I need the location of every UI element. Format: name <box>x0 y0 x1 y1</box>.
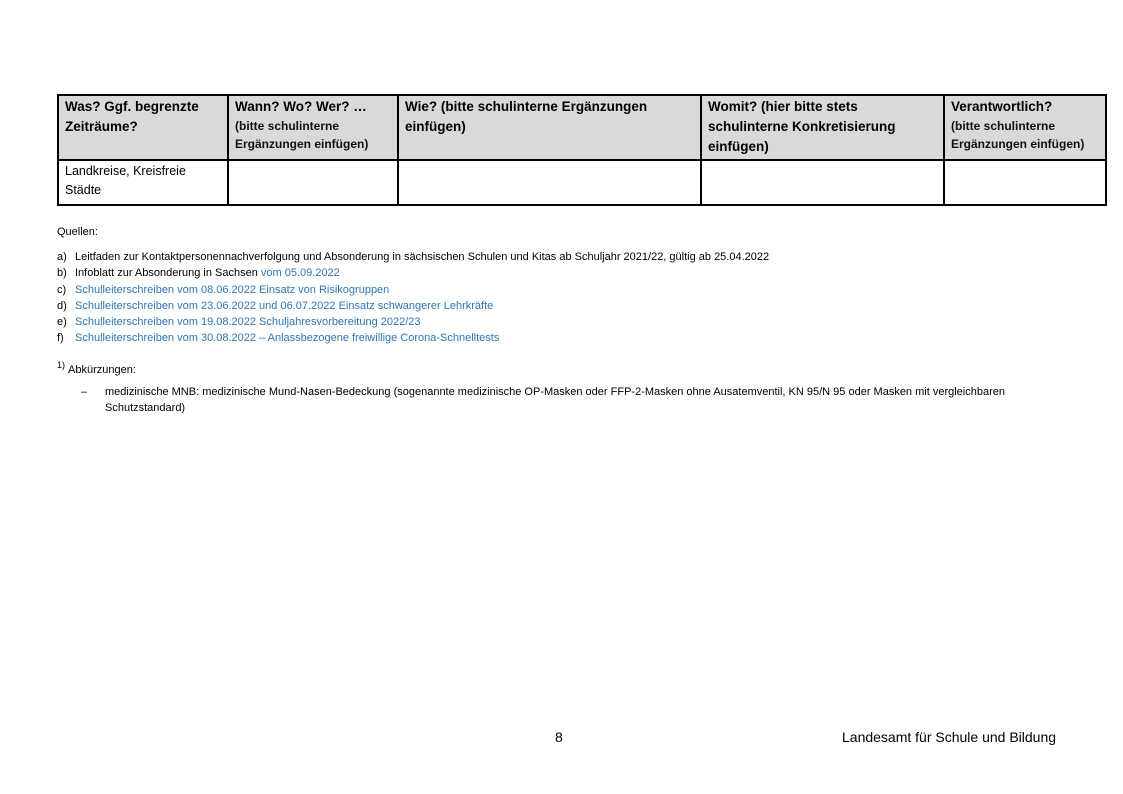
header-wie-label: Wie? (bitte schulinterne Ergänzungen einfügen) <box>405 99 648 134</box>
source-link[interactable]: Schulleiterschreiben vom 19.08.2022 Schuljahresvorbereitung 2022/23 <box>75 316 421 329</box>
source-letter: b) <box>57 267 67 280</box>
table-cell <box>228 160 398 205</box>
source-item-e <box>57 314 1057 330</box>
source-link[interactable]: Schulleiterschreiben vom 08.06.2022 Einsatz von Risikogruppen <box>75 283 390 296</box>
footnote-section <box>57 362 1057 416</box>
sources-title: Quellen: <box>57 226 98 238</box>
header-womit <box>701 95 944 160</box>
header-verantwortlich <box>944 95 1106 160</box>
source-letter: c) <box>57 283 67 296</box>
table-cell <box>701 160 944 205</box>
source-item-d <box>57 298 1057 314</box>
source-letter: f) <box>57 332 64 345</box>
header-was-label: Was? Ggf. begrenzte Zeiträume? <box>65 99 199 134</box>
footnote-heading <box>57 362 1057 378</box>
header-wann-sub: (bitte schulinterne Ergänzungen einfügen) <box>235 119 369 151</box>
source-letter: e) <box>57 316 67 329</box>
header-wann-label: Wann? Wo? Wer? … <box>235 99 367 114</box>
source-link[interactable]: Schulleiterschreiben vom 23.06.2022 und 06.07.2022 Einsatz schwangerer Lehrkräfte <box>75 299 494 312</box>
header-womit-label: Womit? (hier bitte stets schulinterne Konkretisierung einfügen) <box>708 99 896 154</box>
header-wie <box>398 95 701 160</box>
header-was <box>58 95 228 160</box>
source-link[interactable]: Schulleiterschreiben vom 30.08.2022 – Anlassbezogene freiwillige Corona-Schnelltests <box>75 332 500 345</box>
table-cell <box>944 160 1106 205</box>
source-letter: d) <box>57 299 67 312</box>
page-number: 8 <box>555 729 563 745</box>
header-verantwortlich-sub: (bitte schulinterne Ergänzungen einfügen) <box>951 119 1085 151</box>
sources-section <box>57 224 1057 347</box>
header-wann <box>228 95 398 160</box>
source-text: Infoblatt zur Absonderung in Sachsen <box>75 267 261 280</box>
table-cell <box>398 160 701 205</box>
table-row <box>58 160 1106 205</box>
source-letter: a) <box>57 251 67 263</box>
footnote-item <box>81 384 1057 416</box>
footnote-dash: – <box>81 386 88 398</box>
footer-organization: Landesamt für Schule und Bildung <box>842 729 1057 745</box>
footnote-marker: 1) <box>57 360 66 370</box>
source-item-b <box>57 265 1057 281</box>
footnote-text: medizinische MNB: medizinische Mund-Nasen-Bedeckung (sogenannte medizinische OP-Masken oder FFP-2-Masken ohne Ausatemventil, KN 95/N 95 oder Masken mit vergleichbaren Schutzstandard) <box>105 386 1005 414</box>
table-header-row <box>58 95 1106 160</box>
source-item-a <box>57 249 1057 265</box>
table-cell: Landkreise, Kreisfreie Städte <box>58 160 228 205</box>
footnote-title: Abkürzungen: <box>68 364 136 376</box>
planning-table <box>57 94 1107 206</box>
source-item-f <box>57 330 1057 346</box>
planning-table-container <box>57 94 1105 206</box>
source-link[interactable]: vom 05.09.2022 <box>260 267 340 280</box>
source-text: Leitfaden zur Kontaktpersonennachverfolgung und Absonderung in sächsischen Schulen und Kitas ab Schuljahr 2021/22, gültig ab 25.04.2022 <box>75 251 770 263</box>
source-item-c <box>57 282 1057 298</box>
header-verantwortlich-label: Verantwortlich? <box>951 99 1053 114</box>
